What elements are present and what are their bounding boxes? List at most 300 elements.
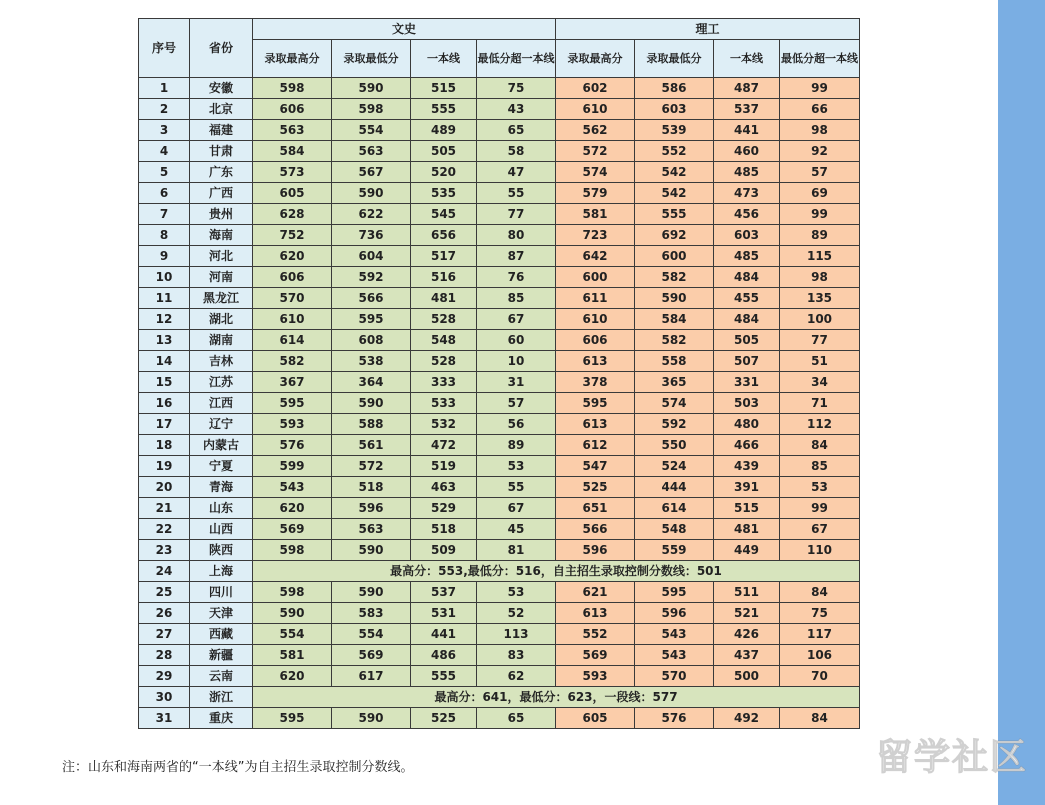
liberal-score-cell: 528 <box>411 309 477 330</box>
science-score-cell: 117 <box>780 624 860 645</box>
row-index-cell: 3 <box>139 120 190 141</box>
science-score-cell: 98 <box>780 267 860 288</box>
header-science: 理工 <box>556 19 860 40</box>
province-cell: 河南 <box>190 267 253 288</box>
science-score-cell: 444 <box>635 477 714 498</box>
liberal-score-cell: 516 <box>411 267 477 288</box>
liberal-score-cell: 520 <box>411 162 477 183</box>
science-score-cell: 603 <box>714 225 780 246</box>
row-index-cell: 1 <box>139 78 190 99</box>
province-cell: 湖南 <box>190 330 253 351</box>
science-score-cell: 552 <box>556 624 635 645</box>
liberal-score-cell: 590 <box>332 78 411 99</box>
row-index-cell: 19 <box>139 456 190 477</box>
liberal-score-cell: 606 <box>253 267 332 288</box>
science-score-cell: 70 <box>780 666 860 687</box>
liberal-score-cell: 531 <box>411 603 477 624</box>
science-score-cell: 547 <box>556 456 635 477</box>
science-score-cell: 135 <box>780 288 860 309</box>
science-score-cell: 525 <box>556 477 635 498</box>
liberal-score-cell: 537 <box>411 582 477 603</box>
science-score-cell: 542 <box>635 162 714 183</box>
liberal-score-cell: 517 <box>411 246 477 267</box>
table-row <box>139 477 860 498</box>
science-score-cell: 85 <box>780 456 860 477</box>
science-score-cell: 521 <box>714 603 780 624</box>
liberal-score-cell: 563 <box>253 120 332 141</box>
province-cell: 广西 <box>190 183 253 204</box>
row-index-cell: 21 <box>139 498 190 519</box>
province-cell: 广东 <box>190 162 253 183</box>
science-score-cell: 586 <box>635 78 714 99</box>
liberal-score-cell: 606 <box>253 99 332 120</box>
liberal-score-cell: 622 <box>332 204 411 225</box>
science-score-cell: 84 <box>780 582 860 603</box>
liberal-score-cell: 610 <box>253 309 332 330</box>
science-score-cell: 378 <box>556 372 635 393</box>
liberal-score-cell: 463 <box>411 477 477 498</box>
table-row <box>139 645 860 666</box>
science-score-cell: 692 <box>635 225 714 246</box>
table-row <box>139 78 860 99</box>
science-score-cell: 89 <box>780 225 860 246</box>
liberal-score-cell: 89 <box>477 435 556 456</box>
liberal-score-cell: 543 <box>253 477 332 498</box>
liberal-score-cell: 518 <box>332 477 411 498</box>
science-score-cell: 505 <box>714 330 780 351</box>
liberal-score-cell: 563 <box>332 519 411 540</box>
science-score-cell: 331 <box>714 372 780 393</box>
province-cell: 江苏 <box>190 372 253 393</box>
liberal-score-cell: 525 <box>411 708 477 729</box>
science-score-cell: 34 <box>780 372 860 393</box>
science-score-cell: 595 <box>635 582 714 603</box>
science-score-cell: 542 <box>635 183 714 204</box>
liberal-score-cell: 620 <box>253 666 332 687</box>
liberal-score-cell: 75 <box>477 78 556 99</box>
watermark-logo-text: 留学社区 <box>876 737 1029 778</box>
science-score-cell: 106 <box>780 645 860 666</box>
liberal-score-cell: 77 <box>477 204 556 225</box>
science-score-cell: 579 <box>556 183 635 204</box>
science-score-cell: 84 <box>780 435 860 456</box>
table-row <box>139 582 860 603</box>
science-score-cell: 426 <box>714 624 780 645</box>
science-score-cell: 511 <box>714 582 780 603</box>
liberal-score-cell: 441 <box>411 624 477 645</box>
row-index-cell: 11 <box>139 288 190 309</box>
liberal-score-cell: 590 <box>332 183 411 204</box>
liberal-score-cell: 608 <box>332 330 411 351</box>
science-score-cell: 460 <box>714 141 780 162</box>
liberal-score-cell: 472 <box>411 435 477 456</box>
liberal-score-cell: 55 <box>477 477 556 498</box>
liberal-score-cell: 590 <box>332 708 411 729</box>
liberal-score-cell: 620 <box>253 498 332 519</box>
province-cell: 天津 <box>190 603 253 624</box>
science-score-cell: 480 <box>714 414 780 435</box>
liberal-score-cell: 656 <box>411 225 477 246</box>
table-row <box>139 183 860 204</box>
liberal-score-cell: 598 <box>332 99 411 120</box>
liberal-score-cell: 604 <box>332 246 411 267</box>
liberal-score-cell: 67 <box>477 309 556 330</box>
science-score-cell: 582 <box>635 267 714 288</box>
row-index-cell: 31 <box>139 708 190 729</box>
science-score-cell: 484 <box>714 309 780 330</box>
science-score-cell: 77 <box>780 330 860 351</box>
table-row <box>139 708 860 729</box>
province-cell: 上海 <box>190 561 253 582</box>
province-cell: 四川 <box>190 582 253 603</box>
science-score-cell: 466 <box>714 435 780 456</box>
table-row <box>139 162 860 183</box>
science-score-cell: 555 <box>635 204 714 225</box>
science-score-cell: 613 <box>556 603 635 624</box>
science-score-cell: 548 <box>635 519 714 540</box>
liberal-score-cell: 620 <box>253 246 332 267</box>
science-score-cell: 92 <box>780 141 860 162</box>
liberal-score-cell: 545 <box>411 204 477 225</box>
liberal-score-cell: 583 <box>332 603 411 624</box>
province-cell: 辽宁 <box>190 414 253 435</box>
liberal-score-cell: 113 <box>477 624 556 645</box>
science-score-cell: 595 <box>556 393 635 414</box>
row-index-cell: 22 <box>139 519 190 540</box>
liberal-score-cell: 590 <box>332 540 411 561</box>
row-index-cell: 27 <box>139 624 190 645</box>
liberal-score-cell: 595 <box>332 309 411 330</box>
province-cell: 安徽 <box>190 78 253 99</box>
science-score-cell: 576 <box>635 708 714 729</box>
row-index-cell: 25 <box>139 582 190 603</box>
liberal-score-cell: 581 <box>253 645 332 666</box>
row-index-cell: 12 <box>139 309 190 330</box>
liberal-score-cell: 56 <box>477 414 556 435</box>
science-score-cell: 515 <box>714 498 780 519</box>
science-score-cell: 391 <box>714 477 780 498</box>
merged-note-cell: 最高分：641，最低分：623，一段线：577 <box>253 687 860 708</box>
table-row <box>139 204 860 225</box>
liberal-score-cell: 595 <box>253 393 332 414</box>
liberal-score-cell: 563 <box>332 141 411 162</box>
science-score-cell: 449 <box>714 540 780 561</box>
table-row <box>139 351 860 372</box>
science-score-cell: 439 <box>714 456 780 477</box>
table-row <box>139 225 860 246</box>
row-index-cell: 16 <box>139 393 190 414</box>
table-row <box>139 414 860 435</box>
row-index-cell: 15 <box>139 372 190 393</box>
row-index-cell: 26 <box>139 603 190 624</box>
liberal-score-cell: 538 <box>332 351 411 372</box>
province-cell: 青海 <box>190 477 253 498</box>
header-liberal-max: 录取最高分 <box>253 40 332 78</box>
science-score-cell: 562 <box>556 120 635 141</box>
science-score-cell: 550 <box>635 435 714 456</box>
liberal-score-cell: 752 <box>253 225 332 246</box>
liberal-score-cell: 598 <box>253 582 332 603</box>
science-score-cell: 558 <box>635 351 714 372</box>
liberal-score-cell: 505 <box>411 141 477 162</box>
row-index-cell: 9 <box>139 246 190 267</box>
row-index-cell: 7 <box>139 204 190 225</box>
table-row <box>139 687 860 708</box>
liberal-score-cell: 76 <box>477 267 556 288</box>
liberal-score-cell: 554 <box>332 120 411 141</box>
liberal-score-cell: 47 <box>477 162 556 183</box>
science-score-cell: 500 <box>714 666 780 687</box>
liberal-score-cell: 569 <box>332 645 411 666</box>
table-row <box>139 141 860 162</box>
liberal-score-cell: 486 <box>411 645 477 666</box>
province-cell: 新疆 <box>190 645 253 666</box>
liberal-score-cell: 573 <box>253 162 332 183</box>
science-score-cell: 613 <box>556 414 635 435</box>
table-row <box>139 288 860 309</box>
science-score-cell: 503 <box>714 393 780 414</box>
province-cell: 内蒙古 <box>190 435 253 456</box>
province-cell: 西藏 <box>190 624 253 645</box>
science-score-cell: 455 <box>714 288 780 309</box>
header-index: 序号 <box>139 19 190 78</box>
liberal-score-cell: 519 <box>411 456 477 477</box>
row-index-cell: 29 <box>139 666 190 687</box>
science-score-cell: 600 <box>556 267 635 288</box>
science-score-cell: 543 <box>635 645 714 666</box>
liberal-score-cell: 65 <box>477 120 556 141</box>
science-score-cell: 566 <box>556 519 635 540</box>
liberal-score-cell: 518 <box>411 519 477 540</box>
province-cell: 云南 <box>190 666 253 687</box>
liberal-score-cell: 570 <box>253 288 332 309</box>
science-score-cell: 596 <box>635 603 714 624</box>
province-cell: 黑龙江 <box>190 288 253 309</box>
science-score-cell: 723 <box>556 225 635 246</box>
province-cell: 湖北 <box>190 309 253 330</box>
liberal-score-cell: 53 <box>477 456 556 477</box>
science-score-cell: 473 <box>714 183 780 204</box>
header-science-line: 一本线 <box>714 40 780 78</box>
province-cell: 山西 <box>190 519 253 540</box>
liberal-score-cell: 614 <box>253 330 332 351</box>
liberal-score-cell: 10 <box>477 351 556 372</box>
row-index-cell: 20 <box>139 477 190 498</box>
watermark-url: bbs.liuxue86.com <box>880 778 994 791</box>
header-science-max: 录取最高分 <box>556 40 635 78</box>
science-score-cell: 492 <box>714 708 780 729</box>
science-score-cell: 71 <box>780 393 860 414</box>
province-cell: 江西 <box>190 393 253 414</box>
liberal-score-cell: 55 <box>477 183 556 204</box>
science-score-cell: 596 <box>556 540 635 561</box>
header-science-over: 最低分超一本线 <box>780 40 860 78</box>
liberal-score-cell: 566 <box>332 288 411 309</box>
liberal-score-cell: 53 <box>477 582 556 603</box>
liberal-score-cell: 87 <box>477 246 556 267</box>
liberal-score-cell: 85 <box>477 288 556 309</box>
watermark-logo <box>876 738 1036 793</box>
science-score-cell: 112 <box>780 414 860 435</box>
table-row <box>139 246 860 267</box>
liberal-score-cell: 333 <box>411 372 477 393</box>
header-liberal-line: 一本线 <box>411 40 477 78</box>
liberal-score-cell: 598 <box>253 540 332 561</box>
admission-score-table <box>138 18 860 729</box>
row-index-cell: 17 <box>139 414 190 435</box>
row-index-cell: 13 <box>139 330 190 351</box>
science-score-cell: 570 <box>635 666 714 687</box>
liberal-score-cell: 65 <box>477 708 556 729</box>
province-cell: 山东 <box>190 498 253 519</box>
science-score-cell: 98 <box>780 120 860 141</box>
liberal-score-cell: 83 <box>477 645 556 666</box>
province-cell: 海南 <box>190 225 253 246</box>
science-score-cell: 481 <box>714 519 780 540</box>
table-row <box>139 393 860 414</box>
science-score-cell: 115 <box>780 246 860 267</box>
liberal-score-cell: 576 <box>253 435 332 456</box>
science-score-cell: 569 <box>556 645 635 666</box>
province-cell: 贵州 <box>190 204 253 225</box>
science-score-cell: 539 <box>635 120 714 141</box>
liberal-score-cell: 554 <box>332 624 411 645</box>
liberal-score-cell: 617 <box>332 666 411 687</box>
province-cell: 重庆 <box>190 708 253 729</box>
liberal-score-cell: 590 <box>253 603 332 624</box>
liberal-score-cell: 62 <box>477 666 556 687</box>
science-score-cell: 590 <box>635 288 714 309</box>
header-liberal-min: 录取最低分 <box>332 40 411 78</box>
row-index-cell: 6 <box>139 183 190 204</box>
science-score-cell: 437 <box>714 645 780 666</box>
science-score-cell: 610 <box>556 309 635 330</box>
liberal-score-cell: 588 <box>332 414 411 435</box>
row-index-cell: 28 <box>139 645 190 666</box>
liberal-score-cell: 60 <box>477 330 556 351</box>
header-liberal-over: 最低分超一本线 <box>477 40 556 78</box>
science-score-cell: 484 <box>714 267 780 288</box>
table-row <box>139 561 860 582</box>
science-score-cell: 84 <box>780 708 860 729</box>
science-score-cell: 537 <box>714 99 780 120</box>
province-cell: 河北 <box>190 246 253 267</box>
science-score-cell: 99 <box>780 78 860 99</box>
science-score-cell: 559 <box>635 540 714 561</box>
liberal-score-cell: 533 <box>411 393 477 414</box>
province-cell: 吉林 <box>190 351 253 372</box>
science-score-cell: 51 <box>780 351 860 372</box>
row-index-cell: 2 <box>139 99 190 120</box>
table-body <box>139 78 860 729</box>
province-cell: 浙江 <box>190 687 253 708</box>
liberal-score-cell: 596 <box>332 498 411 519</box>
science-score-cell: 610 <box>556 99 635 120</box>
province-cell: 北京 <box>190 99 253 120</box>
header-province: 省份 <box>190 19 253 78</box>
science-score-cell: 99 <box>780 498 860 519</box>
liberal-score-cell: 509 <box>411 540 477 561</box>
science-score-cell: 621 <box>556 582 635 603</box>
liberal-score-cell: 529 <box>411 498 477 519</box>
science-score-cell: 524 <box>635 456 714 477</box>
liberal-score-cell: 572 <box>332 456 411 477</box>
table-row <box>139 267 860 288</box>
liberal-score-cell: 736 <box>332 225 411 246</box>
table-row <box>139 120 860 141</box>
province-cell: 甘肃 <box>190 141 253 162</box>
merged-note-cell: 最高分：553,最低分：516，自主招生录取控制分数线：501 <box>253 561 860 582</box>
science-score-cell: 67 <box>780 519 860 540</box>
table-row <box>139 603 860 624</box>
province-cell: 福建 <box>190 120 253 141</box>
row-index-cell: 18 <box>139 435 190 456</box>
science-score-cell: 605 <box>556 708 635 729</box>
liberal-score-cell: 43 <box>477 99 556 120</box>
header-science-min: 录取最低分 <box>635 40 714 78</box>
science-score-cell: 441 <box>714 120 780 141</box>
table-row <box>139 519 860 540</box>
science-score-cell: 606 <box>556 330 635 351</box>
liberal-score-cell: 57 <box>477 393 556 414</box>
row-index-cell: 23 <box>139 540 190 561</box>
science-score-cell: 53 <box>780 477 860 498</box>
liberal-score-cell: 81 <box>477 540 556 561</box>
science-score-cell: 603 <box>635 99 714 120</box>
liberal-score-cell: 590 <box>332 393 411 414</box>
science-score-cell: 100 <box>780 309 860 330</box>
liberal-score-cell: 555 <box>411 666 477 687</box>
table-row <box>139 99 860 120</box>
science-score-cell: 110 <box>780 540 860 561</box>
science-score-cell: 69 <box>780 183 860 204</box>
liberal-score-cell: 67 <box>477 498 556 519</box>
science-score-cell: 651 <box>556 498 635 519</box>
liberal-score-cell: 561 <box>332 435 411 456</box>
row-index-cell: 5 <box>139 162 190 183</box>
liberal-score-cell: 582 <box>253 351 332 372</box>
table-row <box>139 456 860 477</box>
science-score-cell: 611 <box>556 288 635 309</box>
science-score-cell: 99 <box>780 204 860 225</box>
liberal-score-cell: 592 <box>332 267 411 288</box>
science-score-cell: 602 <box>556 78 635 99</box>
science-score-cell: 592 <box>635 414 714 435</box>
liberal-score-cell: 535 <box>411 183 477 204</box>
header-liberal-arts: 文史 <box>253 19 556 40</box>
liberal-score-cell: 598 <box>253 78 332 99</box>
row-index-cell: 24 <box>139 561 190 582</box>
table-row <box>139 666 860 687</box>
liberal-score-cell: 555 <box>411 99 477 120</box>
science-score-cell: 584 <box>635 309 714 330</box>
table-row <box>139 540 860 561</box>
science-score-cell: 543 <box>635 624 714 645</box>
liberal-score-cell: 515 <box>411 78 477 99</box>
liberal-score-cell: 628 <box>253 204 332 225</box>
liberal-score-cell: 528 <box>411 351 477 372</box>
liberal-score-cell: 569 <box>253 519 332 540</box>
liberal-score-cell: 481 <box>411 288 477 309</box>
science-score-cell: 614 <box>635 498 714 519</box>
table-row <box>139 330 860 351</box>
science-score-cell: 365 <box>635 372 714 393</box>
row-index-cell: 4 <box>139 141 190 162</box>
table-row <box>139 309 860 330</box>
liberal-score-cell: 364 <box>332 372 411 393</box>
liberal-score-cell: 58 <box>477 141 556 162</box>
science-score-cell: 581 <box>556 204 635 225</box>
